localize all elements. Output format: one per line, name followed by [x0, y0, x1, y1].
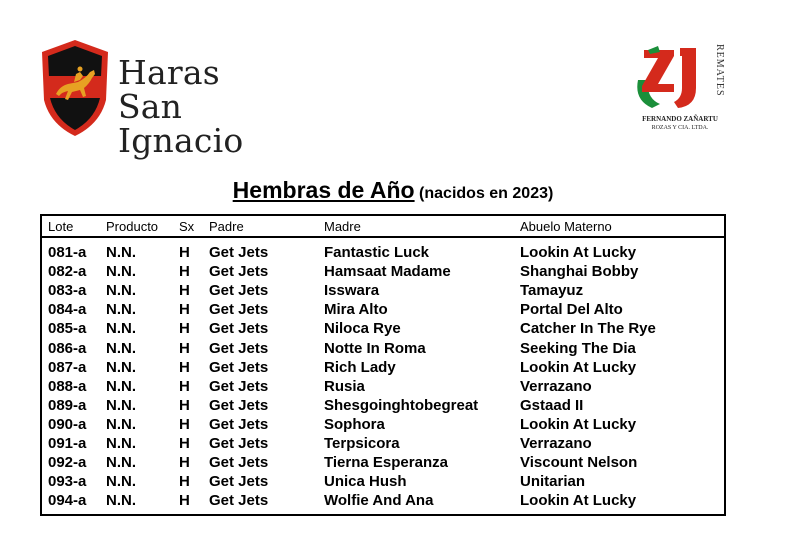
cell-lote: 081-a	[48, 244, 87, 261]
cell-madre: Mira Alto	[324, 301, 388, 319]
cell-producto: N.N.	[106, 339, 136, 357]
brand-name-line2: San Ignacio	[118, 87, 244, 160]
cell-producto: N.N.	[106, 301, 136, 319]
cell-lote: 082-a	[48, 263, 87, 281]
cell-padre: Get Jets	[209, 492, 269, 510]
table-row	[42, 358, 724, 377]
cell-padre: Get Jets	[209, 301, 269, 319]
cell-madre: Niloca Rye	[324, 320, 401, 338]
cell-abuelo-materno: Lookin At Lucky	[520, 244, 637, 261]
zj-monogram-icon	[630, 44, 710, 114]
cell-abuelo-materno: Portal Del Alto	[520, 301, 623, 319]
cell-sx: H	[179, 415, 190, 433]
cell-sx: H	[179, 377, 190, 395]
table-row	[42, 453, 724, 472]
cell-abuelo-materno: Viscount Nelson	[520, 454, 638, 472]
cell-producto: N.N.	[106, 263, 136, 281]
cell-abuelo-materno: Lookin At Lucky	[520, 358, 637, 376]
table-row	[42, 339, 724, 358]
cell-abuelo-materno: Unitarian	[520, 473, 586, 491]
racehorse-jockey-icon	[40, 38, 110, 138]
cell-sx: H	[179, 263, 190, 281]
cell-lote: 089-a	[48, 396, 87, 414]
table-row	[42, 396, 724, 415]
cell-abuelo-materno: Lookin At Lucky	[520, 492, 637, 510]
cell-lote: 086-a	[48, 339, 87, 357]
cell-abuelo-materno: Shanghai Bobby	[520, 263, 639, 281]
cell-lote: 088-a	[48, 377, 87, 395]
cell-sx: H	[179, 396, 190, 414]
cell-padre: Get Jets	[209, 435, 269, 452]
cell-madre: Rusia	[324, 377, 365, 395]
remates-label: REMATES	[714, 44, 725, 97]
auction-house-name: FERNANDO ZAÑARTU	[642, 115, 718, 123]
cell-abuelo-materno: Lookin At Lucky	[520, 415, 637, 433]
cell-lote: 093-a	[48, 473, 87, 491]
brand-name-line1: Haras	[118, 53, 220, 92]
cell-padre: Get Jets	[209, 377, 269, 395]
cell-producto: N.N.	[106, 492, 136, 510]
cell-producto: N.N.	[106, 358, 136, 376]
cell-madre: Rich Lady	[324, 358, 396, 376]
column-header-producto: Producto	[106, 219, 159, 234]
cell-producto: N.N.	[106, 282, 136, 300]
table-row	[42, 472, 724, 491]
cell-sx: H	[179, 473, 190, 491]
cell-padre: Get Jets	[209, 396, 269, 414]
cell-abuelo-materno: Catcher In The Rye	[520, 320, 656, 338]
cell-producto: N.N.	[106, 396, 136, 414]
table-header	[42, 216, 724, 238]
cell-producto: N.N.	[106, 435, 136, 452]
cell-sx: H	[179, 282, 190, 300]
cell-lote: 084-a	[48, 301, 87, 319]
cell-abuelo-materno: Verrazano	[520, 377, 592, 395]
column-header-lote: Lote	[48, 219, 74, 234]
cell-lote: 091-a	[48, 435, 87, 452]
brand-name	[118, 53, 310, 160]
cell-madre: Wolfie And Ana	[324, 492, 434, 510]
cell-producto: N.N.	[106, 473, 136, 491]
lots-table	[40, 214, 726, 516]
table-row	[42, 281, 724, 300]
cell-lote: 090-a	[48, 415, 87, 433]
cell-abuelo-materno: Seeking The Dia	[520, 339, 636, 357]
table-row	[42, 491, 724, 510]
cell-madre: Isswara	[324, 282, 380, 300]
table-row	[42, 300, 724, 319]
cell-producto: N.N.	[106, 415, 136, 433]
cell-abuelo-materno: Tamayuz	[520, 282, 584, 300]
page-subtitle: (nacidos en 2023)	[419, 185, 554, 202]
cell-sx: H	[179, 301, 190, 319]
cell-padre: Get Jets	[209, 339, 269, 357]
column-header-padre: Padre	[209, 219, 244, 234]
cell-sx: H	[179, 454, 190, 472]
table-row	[42, 319, 724, 338]
auction-house-logo	[630, 44, 730, 139]
cell-padre: Get Jets	[209, 244, 269, 261]
cell-abuelo-materno: Gstaad II	[520, 396, 584, 414]
cell-sx: H	[179, 492, 190, 510]
cell-padre: Get Jets	[209, 263, 269, 281]
cell-lote: 083-a	[48, 282, 87, 300]
column-header-madre: Madre	[324, 219, 361, 234]
cell-sx: H	[179, 320, 190, 338]
cell-lote: 094-a	[48, 492, 87, 510]
cell-padre: Get Jets	[209, 282, 269, 300]
cell-producto: N.N.	[106, 377, 136, 395]
cell-producto: N.N.	[106, 244, 136, 261]
cell-madre: Sophora	[324, 415, 385, 433]
page-title: Hembras de Año	[232, 177, 415, 203]
table-row	[42, 243, 724, 262]
cell-sx: H	[179, 339, 190, 357]
cell-madre: Shesgoinghtobegreat	[324, 396, 479, 414]
cell-lote: 085-a	[48, 320, 87, 338]
cell-padre: Get Jets	[209, 454, 269, 472]
cell-padre: Get Jets	[209, 320, 269, 338]
cell-madre: Terpsicora	[324, 435, 400, 452]
column-header-sx: Sx	[179, 219, 195, 234]
cell-madre: Unica Hush	[324, 473, 407, 491]
cell-lote: 092-a	[48, 454, 87, 472]
table-row	[42, 415, 724, 434]
cell-producto: N.N.	[106, 454, 136, 472]
cell-sx: H	[179, 358, 190, 376]
column-header-abuelo-materno: Abuelo Materno	[520, 219, 612, 234]
cell-padre: Get Jets	[209, 415, 269, 433]
cell-madre: Tierna Esperanza	[324, 454, 448, 472]
cell-producto: N.N.	[106, 320, 136, 338]
cell-sx: H	[179, 244, 190, 261]
cell-madre: Hamsaat Madame	[324, 263, 451, 281]
table-row	[42, 262, 724, 281]
table-row	[42, 434, 724, 453]
table-row	[42, 377, 724, 396]
cell-padre: Get Jets	[209, 473, 269, 491]
auction-house-company: ROZAS Y CIA. LTDA.	[651, 125, 709, 131]
cell-padre: Get Jets	[209, 358, 269, 376]
haras-san-ignacio-logo	[40, 38, 310, 160]
page-heading	[0, 177, 786, 204]
cell-madre: Fantastic Luck	[324, 244, 430, 261]
cell-abuelo-materno: Verrazano	[520, 435, 592, 452]
cell-lote: 087-a	[48, 358, 87, 376]
cell-madre: Notte In Roma	[324, 339, 426, 357]
cell-sx: H	[179, 435, 190, 452]
